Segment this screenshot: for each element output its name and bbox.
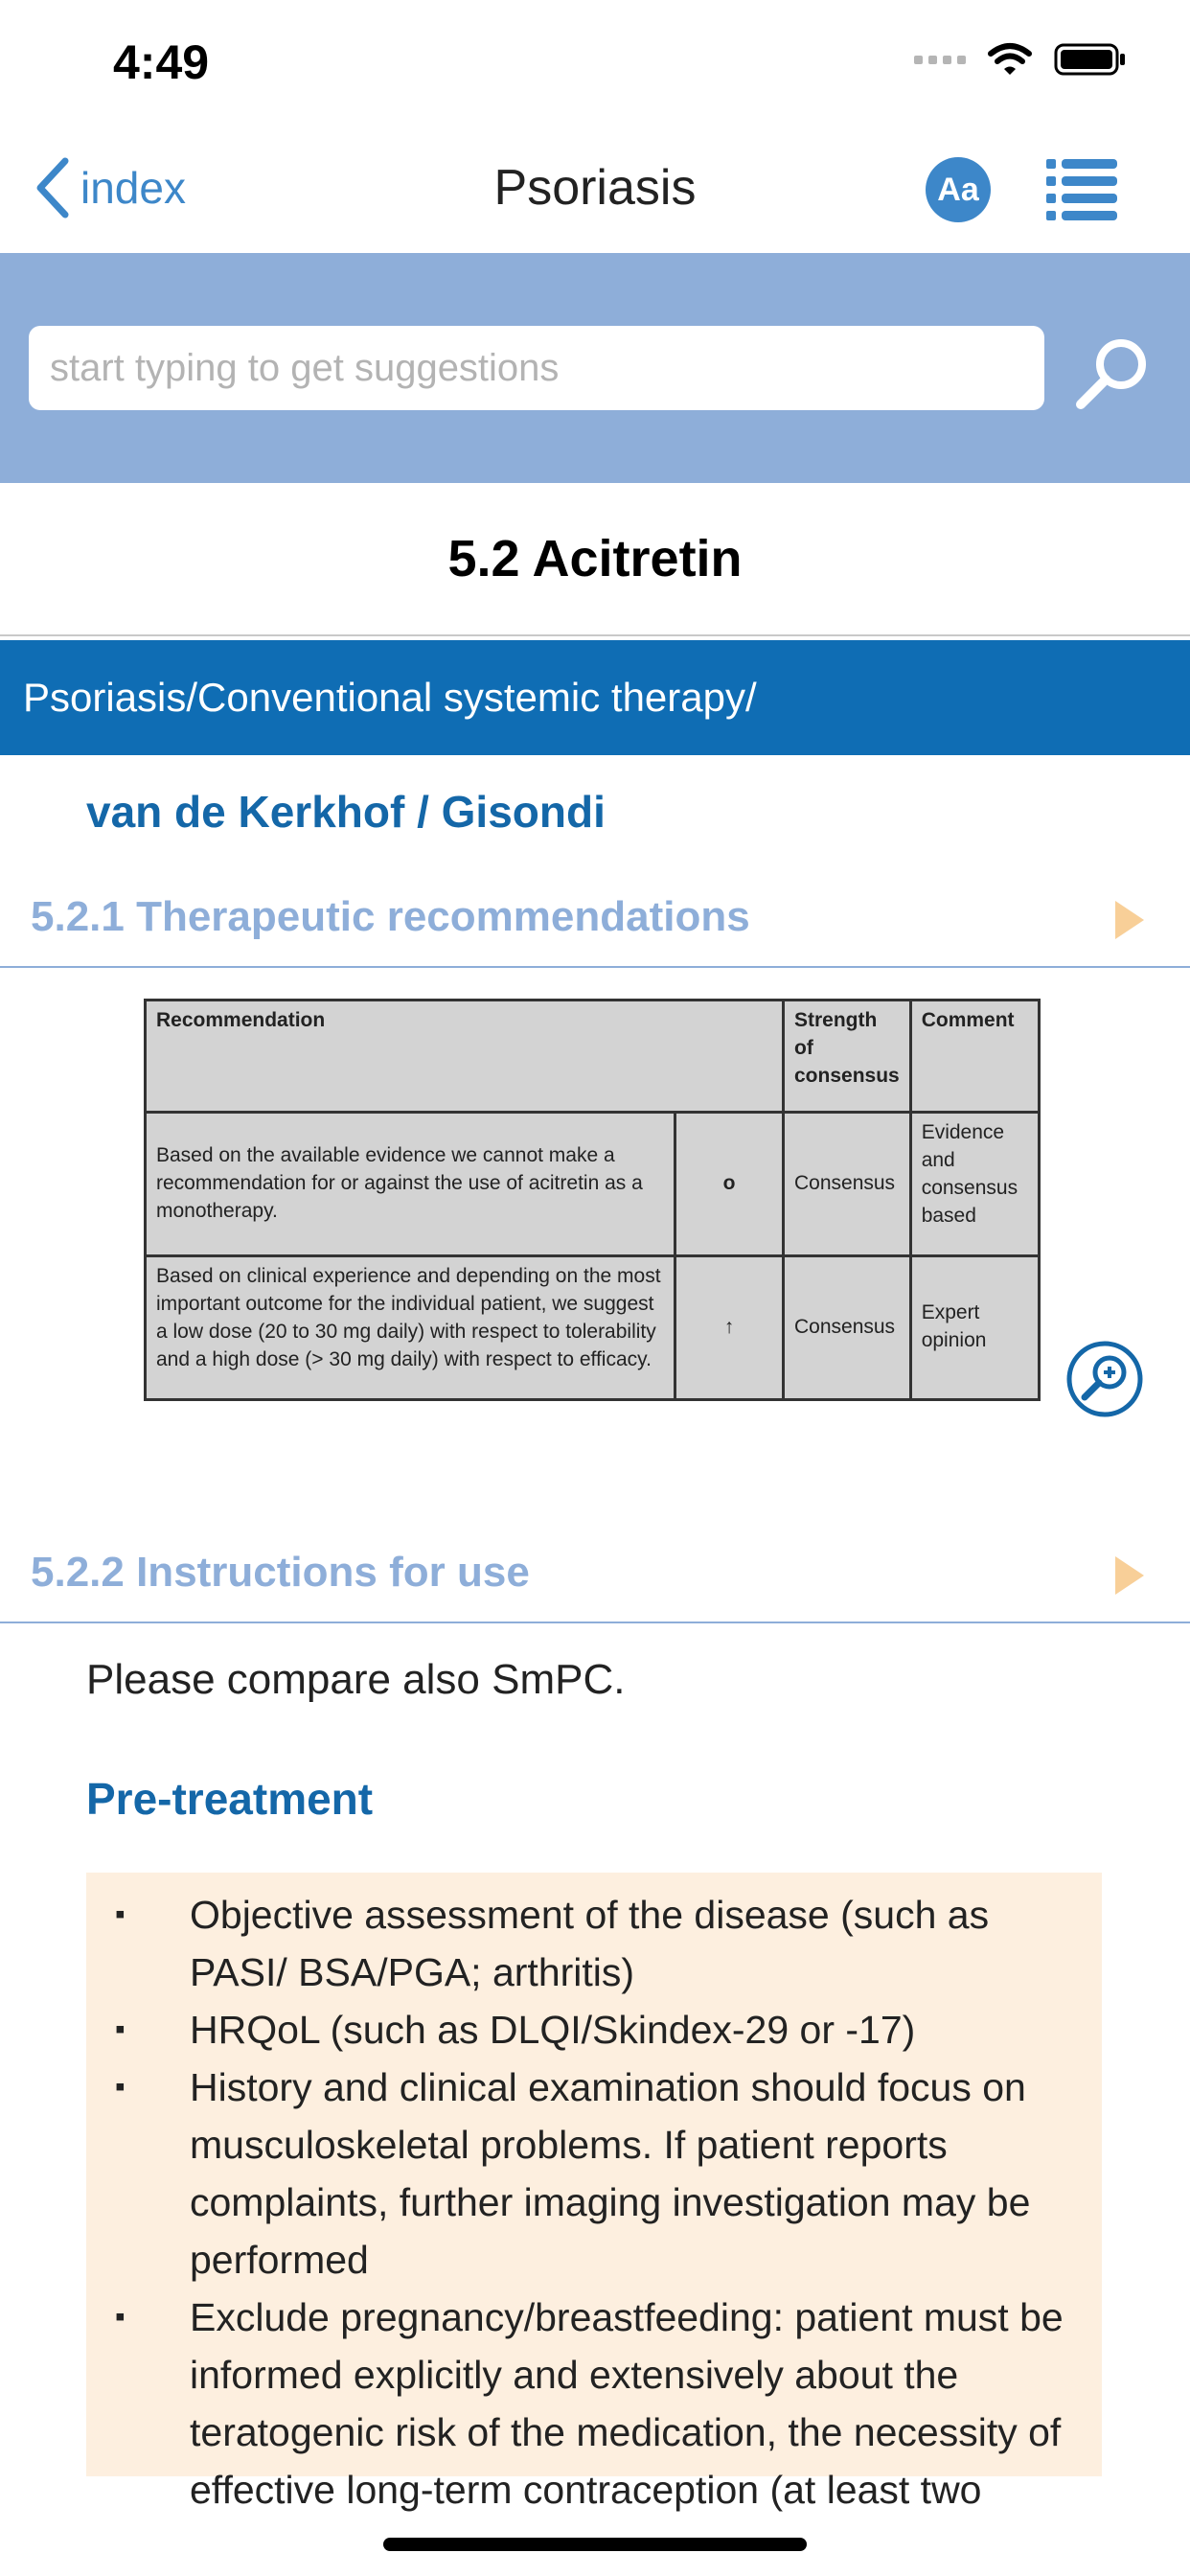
cellular-signal-icon bbox=[914, 56, 966, 64]
search-bar bbox=[0, 253, 1190, 483]
authors: van de Kerkhof / Gisondi bbox=[86, 787, 606, 837]
table-header-row bbox=[146, 1000, 1040, 1113]
subsection-instructions-for-use[interactable] bbox=[0, 1533, 1190, 1623]
body-text: Please compare also SmPC. bbox=[86, 1656, 626, 1703]
back-button-label: index bbox=[80, 163, 186, 213]
font-size-icon: Aa bbox=[937, 171, 979, 208]
breadcrumb[interactable]: Psoriasis/Conventional systemic therapy/ bbox=[0, 640, 1190, 755]
subsection-label: 5.2.1 Therapeutic recommendations bbox=[31, 893, 750, 940]
recommendation-table bbox=[144, 999, 1041, 1401]
subsection-label: 5.2.2 Instructions for use bbox=[31, 1549, 530, 1596]
search-icon[interactable] bbox=[1073, 332, 1154, 412]
pretreatment-heading: Pre-treatment bbox=[86, 1774, 374, 1824]
list-item: ▪ Exclude pregnancy/breastfeeding: patient must be informed explicitly and extensively about the teratogenic risk of the medication, the necessity of effective long-term contraception (at least two bbox=[86, 2288, 1102, 2518]
list-item: ▪ HRQoL (such as DLQI/Skindex-29 or -17) bbox=[86, 2001, 1102, 2058]
table-cell-strength: Consensus bbox=[784, 1255, 911, 1399]
font-size-button[interactable] bbox=[926, 157, 991, 222]
list-item: ▪ History and clinical examination should focus on musculoskeletal problems. If patient reports complaints, further imaging investigation may be performed bbox=[86, 2058, 1102, 2288]
status-bar bbox=[0, 0, 1190, 125]
pretreatment-list bbox=[86, 1873, 1102, 2518]
table-header-comment: Comment bbox=[910, 1000, 1039, 1113]
triangle-right-icon bbox=[1115, 1556, 1144, 1595]
list-item: ▪ Objective assessment of the disease (such as PASI/ BSA/PGA; arthritis) bbox=[86, 1886, 1102, 2001]
table-cell-recommendation: Based on the available evidence we cannot make a recommendation for or against the use of acitretin as a monotherapy. bbox=[146, 1112, 675, 1255]
status-time: 4:49 bbox=[113, 35, 210, 89]
table-row bbox=[146, 1255, 1040, 1399]
search-input[interactable] bbox=[29, 326, 1044, 410]
table-cell-recommendation: Based on clinical experience and depending on the most important outcome for the individual patient, we suggest a low dose (20 to 30 mg daily) with respect to tolerability and a high dose (> 30 mg daily) with respect to efficacy. bbox=[146, 1255, 675, 1399]
table-header-recommendation: Recommendation bbox=[146, 1000, 784, 1113]
table-cell-strength: Consensus bbox=[784, 1112, 911, 1255]
triangle-right-icon bbox=[1115, 901, 1144, 939]
list-icon[interactable] bbox=[1046, 157, 1117, 220]
table-header-strength: Strength of consensus bbox=[784, 1000, 911, 1113]
battery-icon bbox=[1054, 42, 1127, 77]
table-row bbox=[146, 1112, 1040, 1255]
table-cell-comment: Evidence and consensus based bbox=[910, 1112, 1039, 1255]
table-cell-symbol: ↑ bbox=[675, 1255, 784, 1399]
zoom-in-icon[interactable] bbox=[1065, 1340, 1144, 1418]
home-indicator[interactable] bbox=[383, 2538, 807, 2551]
table-cell-symbol: o bbox=[675, 1112, 784, 1255]
nav-bar bbox=[0, 125, 1190, 254]
nav-title: Psoriasis bbox=[493, 160, 697, 216]
status-icons bbox=[914, 42, 1127, 77]
wifi-icon bbox=[987, 42, 1033, 77]
subsection-therapeutic-recommendations[interactable] bbox=[0, 878, 1190, 968]
page-title: 5.2 Acitretin bbox=[0, 483, 1190, 636]
pretreatment-box bbox=[86, 1873, 1102, 2512]
table-cell-comment: Expert opinion bbox=[910, 1255, 1039, 1399]
